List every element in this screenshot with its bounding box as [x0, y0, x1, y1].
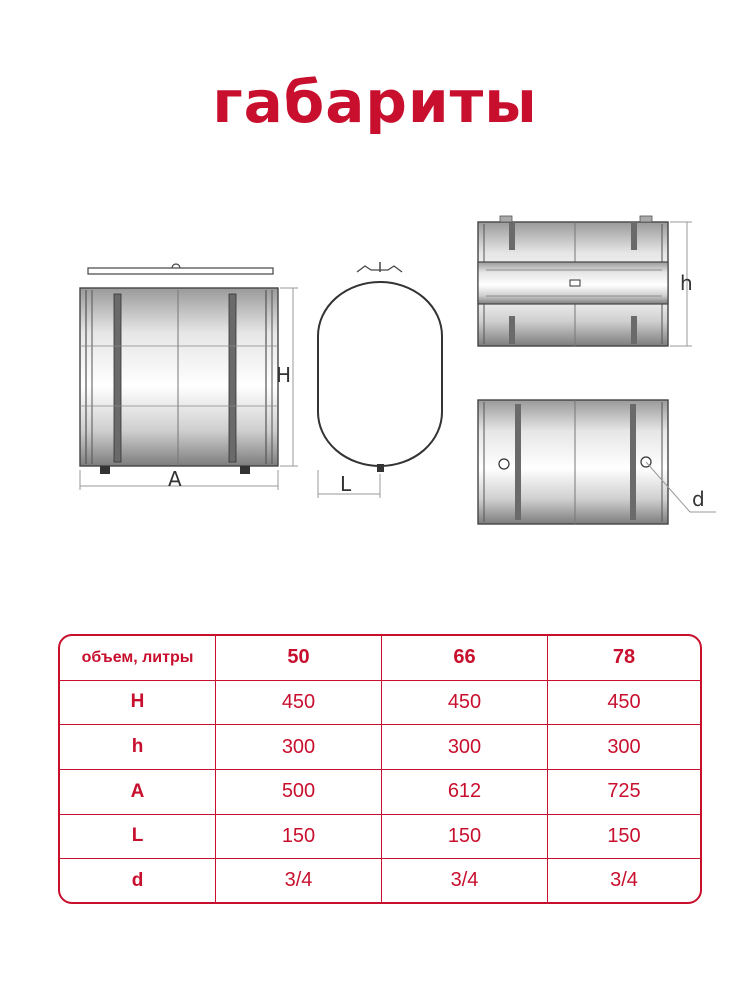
side-profile: [318, 282, 442, 466]
row-label-cell: d: [60, 859, 216, 902]
dim-label-A: A: [168, 467, 182, 491]
dim-label-d: d: [692, 487, 705, 511]
table-row: [60, 770, 700, 815]
top-view: [478, 216, 693, 346]
foot-right: [240, 466, 250, 474]
value-cell: 300: [382, 725, 548, 770]
value-cell: 725: [548, 770, 700, 815]
page-title: габариты: [212, 68, 538, 136]
foot-left: [100, 466, 110, 474]
value-cell: 450: [382, 681, 548, 726]
value-cell: 3/4: [382, 859, 548, 902]
table-row: [60, 815, 700, 860]
value-cell: 3/4: [216, 859, 382, 902]
header-label-cell: объем, литры: [60, 636, 216, 681]
table-row: [60, 859, 700, 902]
connection-left: [499, 459, 509, 469]
row-label-cell: h: [60, 725, 216, 770]
value-cell: 300: [216, 725, 382, 770]
value-cell: 150: [382, 815, 548, 860]
spec-table: [58, 634, 702, 904]
header-volume-cell: 66: [382, 636, 548, 681]
dim-label-h: h: [680, 271, 693, 295]
bottom-view: [478, 400, 716, 524]
row-label-cell: H: [60, 681, 216, 726]
value-cell: 150: [548, 815, 700, 860]
value-cell: 612: [382, 770, 548, 815]
row-label-cell: L: [60, 815, 216, 860]
dim-label-L: L: [340, 472, 352, 496]
value-cell: 450: [548, 681, 700, 726]
front-view: [80, 264, 298, 491]
dim-label-H: H: [276, 363, 292, 387]
value-cell: 500: [216, 770, 382, 815]
tank-dimension-drawing: [0, 200, 750, 540]
header-volume-cell: 50: [216, 636, 382, 681]
side-view: [318, 262, 442, 498]
table-header-row: [60, 636, 700, 681]
header-volume-cell: 78: [548, 636, 700, 681]
mounting-rail: [88, 268, 273, 274]
value-cell: 150: [216, 815, 382, 860]
table-row: [60, 725, 700, 770]
table-row: [60, 681, 700, 726]
mounting-hook: [172, 264, 180, 268]
value-cell: 450: [216, 681, 382, 726]
value-cell: 300: [548, 725, 700, 770]
row-label-cell: A: [60, 770, 216, 815]
tank-body: [80, 288, 278, 466]
value-cell: 3/4: [610, 869, 638, 892]
